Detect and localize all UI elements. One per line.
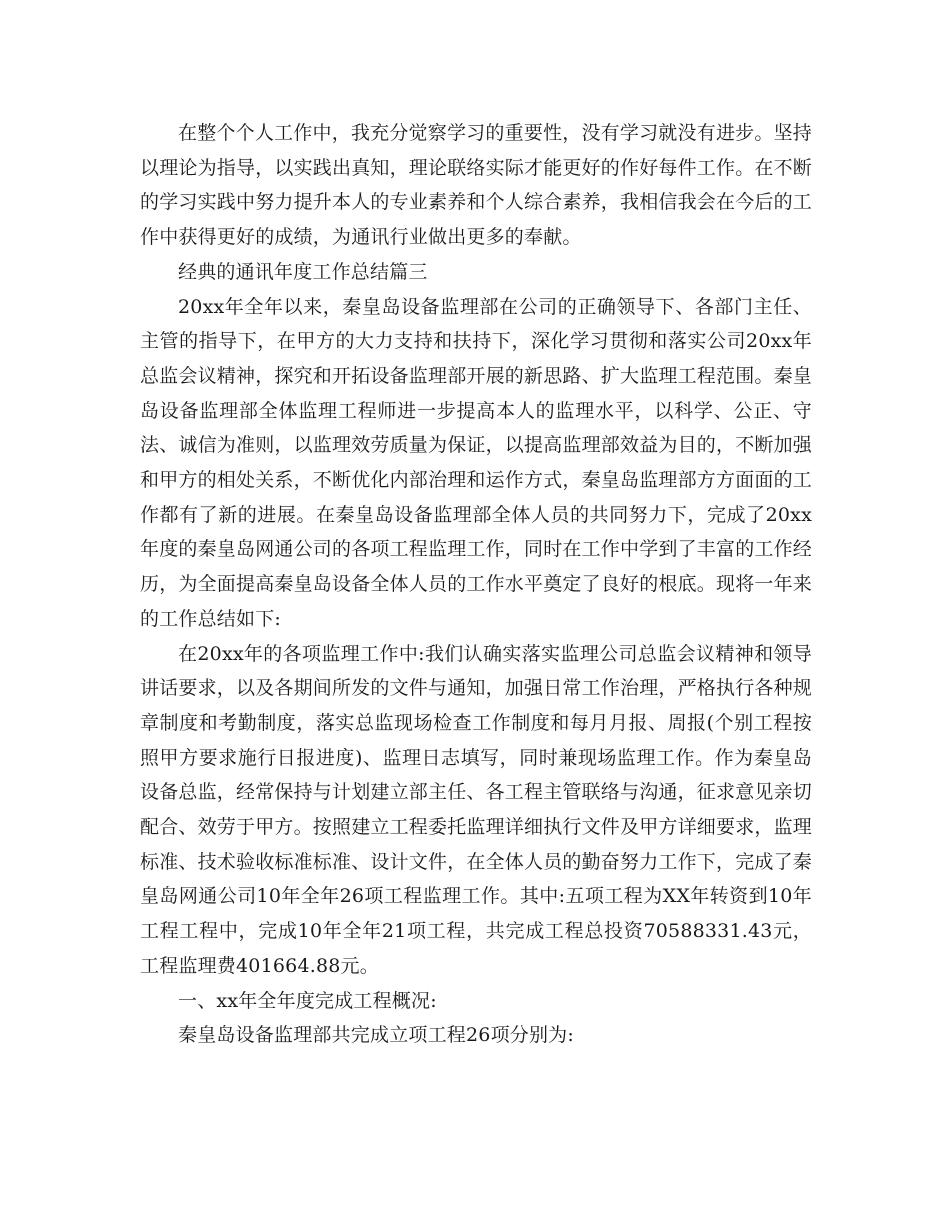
paragraph-work-details: 在20xx年的各项监理工作中:我们认确实落实监理公司总监会议精神和领导讲话要求，以及各期间所发的文件与通知，加强日常工作治理，严格执行各种规章制度和考勤制度，落实总监现场检查工作制度和每月月报、周报(个别工程按照甲方要求施行日报进度)、监理日志填写，同时兼现场监理工作。作为秦皇岛设备总监，经常保持与计划建立部主任、各工程主管联络与沟通，征求意见亲切配合、效劳于甲方。按照建立工程委托监理详细执行文件及甲方详细要求，监理标准、技术验收标准标准、设计文件，在全体人员的勤奋努力工作下，完成了秦皇岛网通公司10年全年26项工程监理工作。其中:五项工程为XX年转资到10年工程工程中，完成10年全年21项工程，共完成工程总投资70588331.43元，工程监理费401664.88元。 bbox=[140, 642, 813, 977]
paragraph-intro: 20xx年全年以来，秦皇岛设备监理部在公司的正确领导下、各部门主任、主管的指导下，在甲方的大力支持和扶持下，深化学习贯彻和落实公司20xx年总监会议精神，探究和开拓设备监理部开展的新思路、扩大监理工程范围。秦皇岛设备监理部全体监理工程师进一步提高本人的监理水平，以科学、公正、守法、诚信为准则，以监理效劳质量为保证，以提高监理部效益为目的，不断加强和甲方的相处关系，不断优化内部治理和运作方式，秦皇岛监理部方方面面的工作都有了新的进展。在秦皇岛设备监理部全体人员的共同努力下，完成了20xx年度的秦皇岛网通公司的各项工程监理工作，同时在工作中学到了丰富的工作经历，为全面提高秦皇岛设备全体人员的工作水平奠定了良好的根底。现将一年来的工作总结如下: bbox=[140, 295, 813, 630]
paragraph-closing-summary: 在整个个人工作中，我充分觉察学习的重要性，没有学习就没有进步。坚持以理论为指导，以实践出真知，理论联络实际才能更好的作好每件工作。在不断的学习实践中努力提升本人的专业素养和个人综合素养，我相信我会在今后的工作中获得更好的成绩，为通讯行业做出更多的奉献。 bbox=[140, 122, 813, 249]
section-heading: 经典的通讯年度工作总结篇三 bbox=[178, 260, 428, 283]
subsection-heading: 一、xx年全年度完成工程概况: bbox=[178, 989, 437, 1012]
paragraph-project-list-intro: 秦皇岛设备监理部共完成立项工程26项分别为: bbox=[178, 1024, 574, 1047]
document-body bbox=[140, 116, 812, 1053]
